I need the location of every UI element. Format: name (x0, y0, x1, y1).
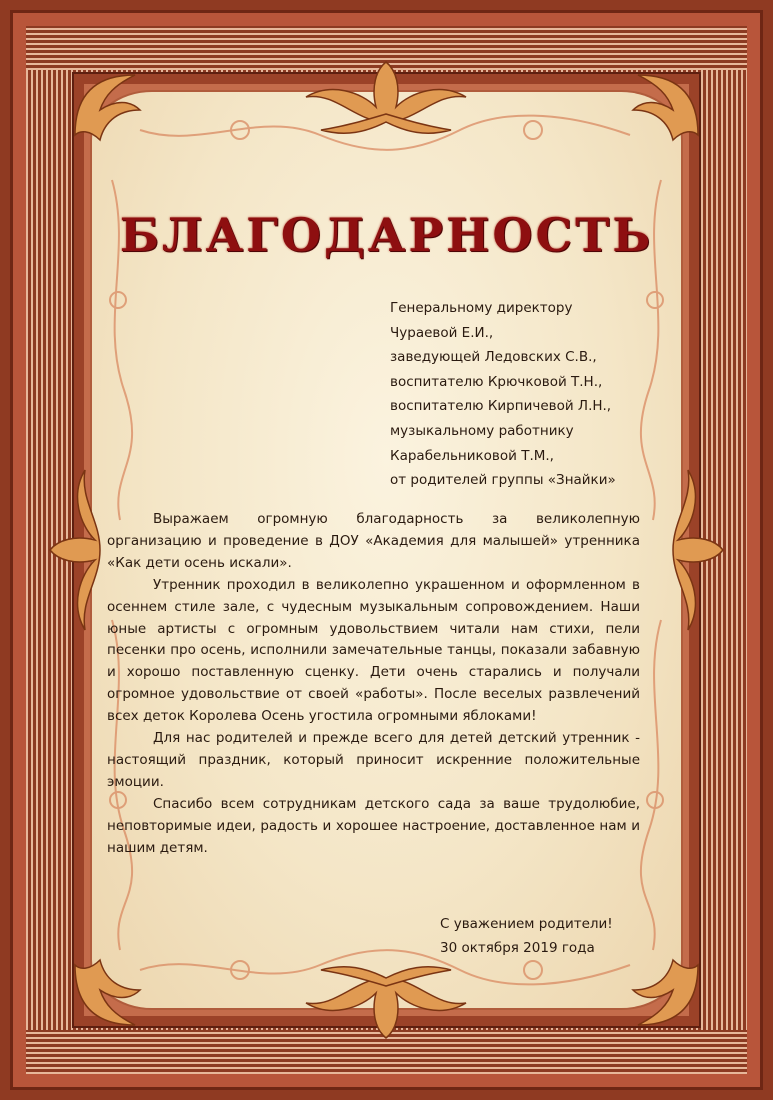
body-paragraph: Выражаем огромную благодарность за великолепную организацию и проведение в ДОУ «Академия для малышей» утренника «Как дети осень искали». (107, 511, 640, 571)
bottom-center-acanthus-ornament (276, 958, 496, 1048)
corner-scroll-ornament (618, 55, 718, 155)
addressee-line: от родителей группы «Знайки» (390, 472, 616, 489)
addressee-line: музыкальному работнику (390, 422, 574, 439)
closing-signature: С уважением родители! (440, 916, 613, 932)
corner-scroll-ornament (618, 945, 718, 1045)
closing-block (440, 912, 640, 960)
certificate-title: БЛАГОДАРНОСТЬ (119, 208, 654, 262)
addressee-line: заведующей Ледовских С.В., (390, 349, 597, 366)
body-paragraph: Спасибо всем сотрудникам детского сада за ваше трудолюбие, неповторимые идеи, радость и хорошее настроение, доставленное нам и нашим детям. (107, 795, 640, 856)
body-paragraph: Для нас родителей и прежде всего для детей детский утренник - настоящий праздник, который приносит искренние положительные эмоции. (107, 730, 640, 790)
corner-scroll-ornament (55, 55, 155, 155)
addressee-line: воспитателю Кирпичевой Л.Н., (390, 398, 612, 415)
corner-scroll-ornament (55, 945, 155, 1045)
body-paragraph: Утренник проходил в великолепно украшенном и оформленном в осеннем стиле зале, с чудесным музыкальным сопровождением. Наши юные артисты с огромным удовольствием читали нам стихи, пели песенки про осень, исполнили замечательные танцы, показали забавную и хорошо поставленную сценку. Дети очень старались и получали огромное удовольствие от своей «работы». После веселых развлечений всех деток Королева Осень угостила огромными яблоками! (107, 576, 640, 725)
addressee-line: Генеральному директору (390, 300, 573, 316)
body-text (107, 509, 640, 860)
addressee-block (390, 296, 690, 493)
addressee-line: воспитателю Крючковой Т.Н., (390, 373, 603, 390)
addressee-line: Чураевой Е.И., (390, 324, 494, 341)
closing-date: 30 октября 2019 года (440, 940, 595, 956)
top-center-acanthus-ornament (276, 52, 496, 142)
addressee-line: Карабельниковой Т.М., (390, 447, 554, 464)
